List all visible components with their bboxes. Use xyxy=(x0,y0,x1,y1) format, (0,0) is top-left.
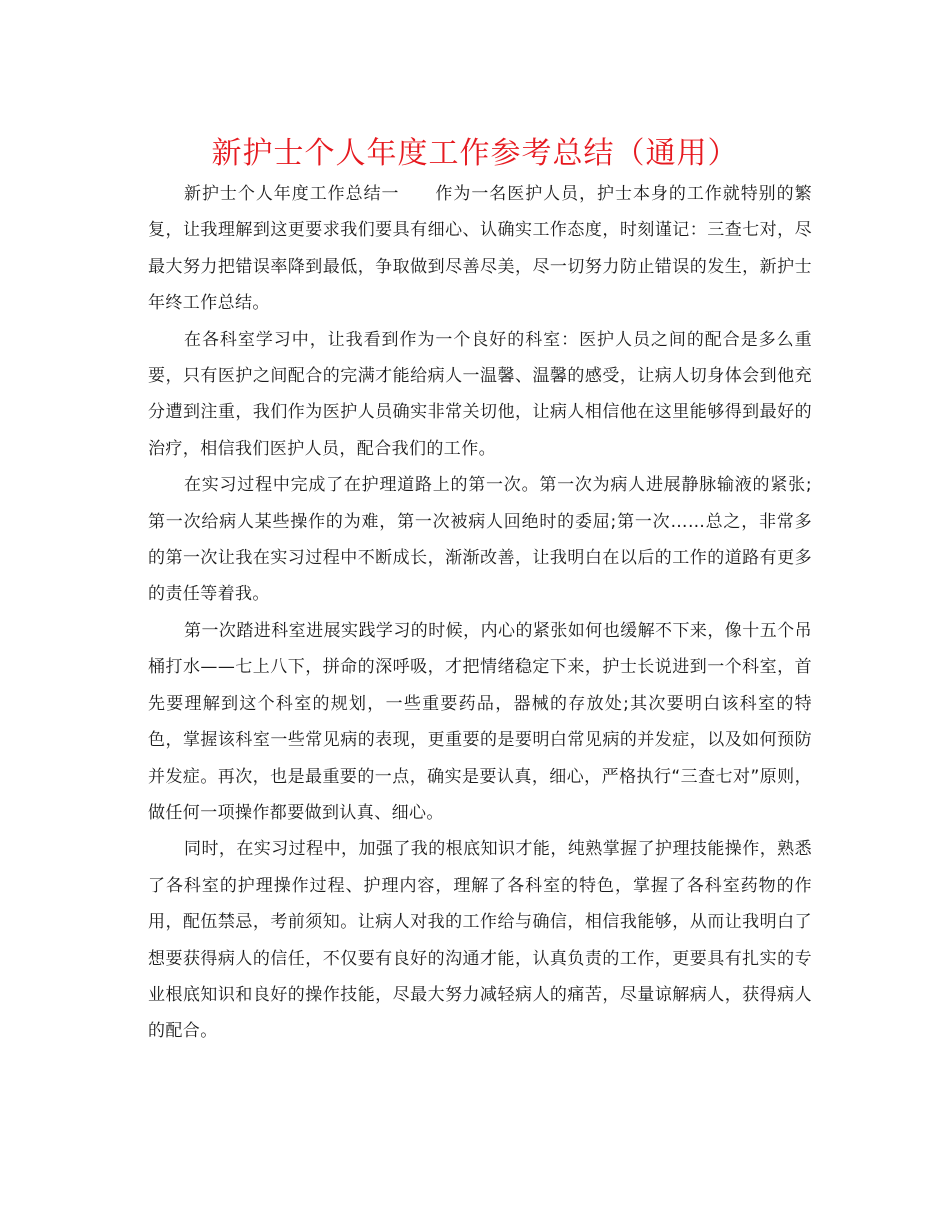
paragraph-1: 新护士个人年度工作总结一 作为一名医护人员，护士本身的工作就特别的繁复，让我理解到这更要求我们要具有细心、认确实工作态度，时刻谨记：三查七对，尽最大努力把错误率降到最低，争取做到尽善尽美，尽一切努力防止错误的发生，新护士年终工作总结。 xyxy=(148,184,812,314)
paragraph-4: 第一次踏进科室进展实践学习的时候，内心的紧张如何也缓解不下来，像十五个吊桶打水——七上八下，拼命的深呼吸，才把情绪稳定下来，护士长说进到一个科室，首先要理解到这个科室的规划，一些重要药品，器械的存放处;其次要明白该科室的特色，掌握该科室一些常见病的表现，更重要的是要明白常见病的并发症，以及如何预防并发症。再次，也是最重要的一点，确实是要认真，细心，严格执行“三查七对”原则，做任何一项操作都要做到认真、细心。 xyxy=(148,620,812,823)
paragraph-2: 在各科室学习中，让我看到作为一个良好的科室：医护人员之间的配合是多么重要，只有医护之间配合的完满才能给病人一温馨、温馨的感受，让病人切身体会到他充分遭到注重，我们作为医护人员确实非常关切他，让病人相信他在这里能够得到最好的治疗，相信我们医护人员，配合我们的工作。 xyxy=(148,329,812,459)
paragraph-3: 在实习过程中完成了在护理道路上的第一次。第一次为病人进展静脉输液的紧张;第一次给病人某些操作的为难，第一次被病人回绝时的委屈;第一次……总之，非常多的第一次让我在实习过程中不断成长，渐渐改善，让我明白在以后的工作的道路有更多的责任等着我。 xyxy=(148,475,812,605)
paragraph-5: 同时，在实习过程中，加强了我的根底知识才能，纯熟掌握了护理技能操作，熟悉了各科室的护理操作过程、护理内容，理解了各科室的特色，掌握了各科室药物的作用，配伍禁忌，考前须知。让病人对我的工作给与确信，相信我能够，从而让我明白了想要获得病人的信任，不仅要有良好的沟通才能，认真负责的工作，更要具有扎实的专业根底知识和良好的操作技能，尽最大努力减轻病人的痛苦，尽量谅解病人，获得病人的配合。 xyxy=(148,839,812,1042)
document-title: 新护士个人年度工作参考总结（通用） xyxy=(211,136,739,171)
document-body xyxy=(148,176,812,1050)
